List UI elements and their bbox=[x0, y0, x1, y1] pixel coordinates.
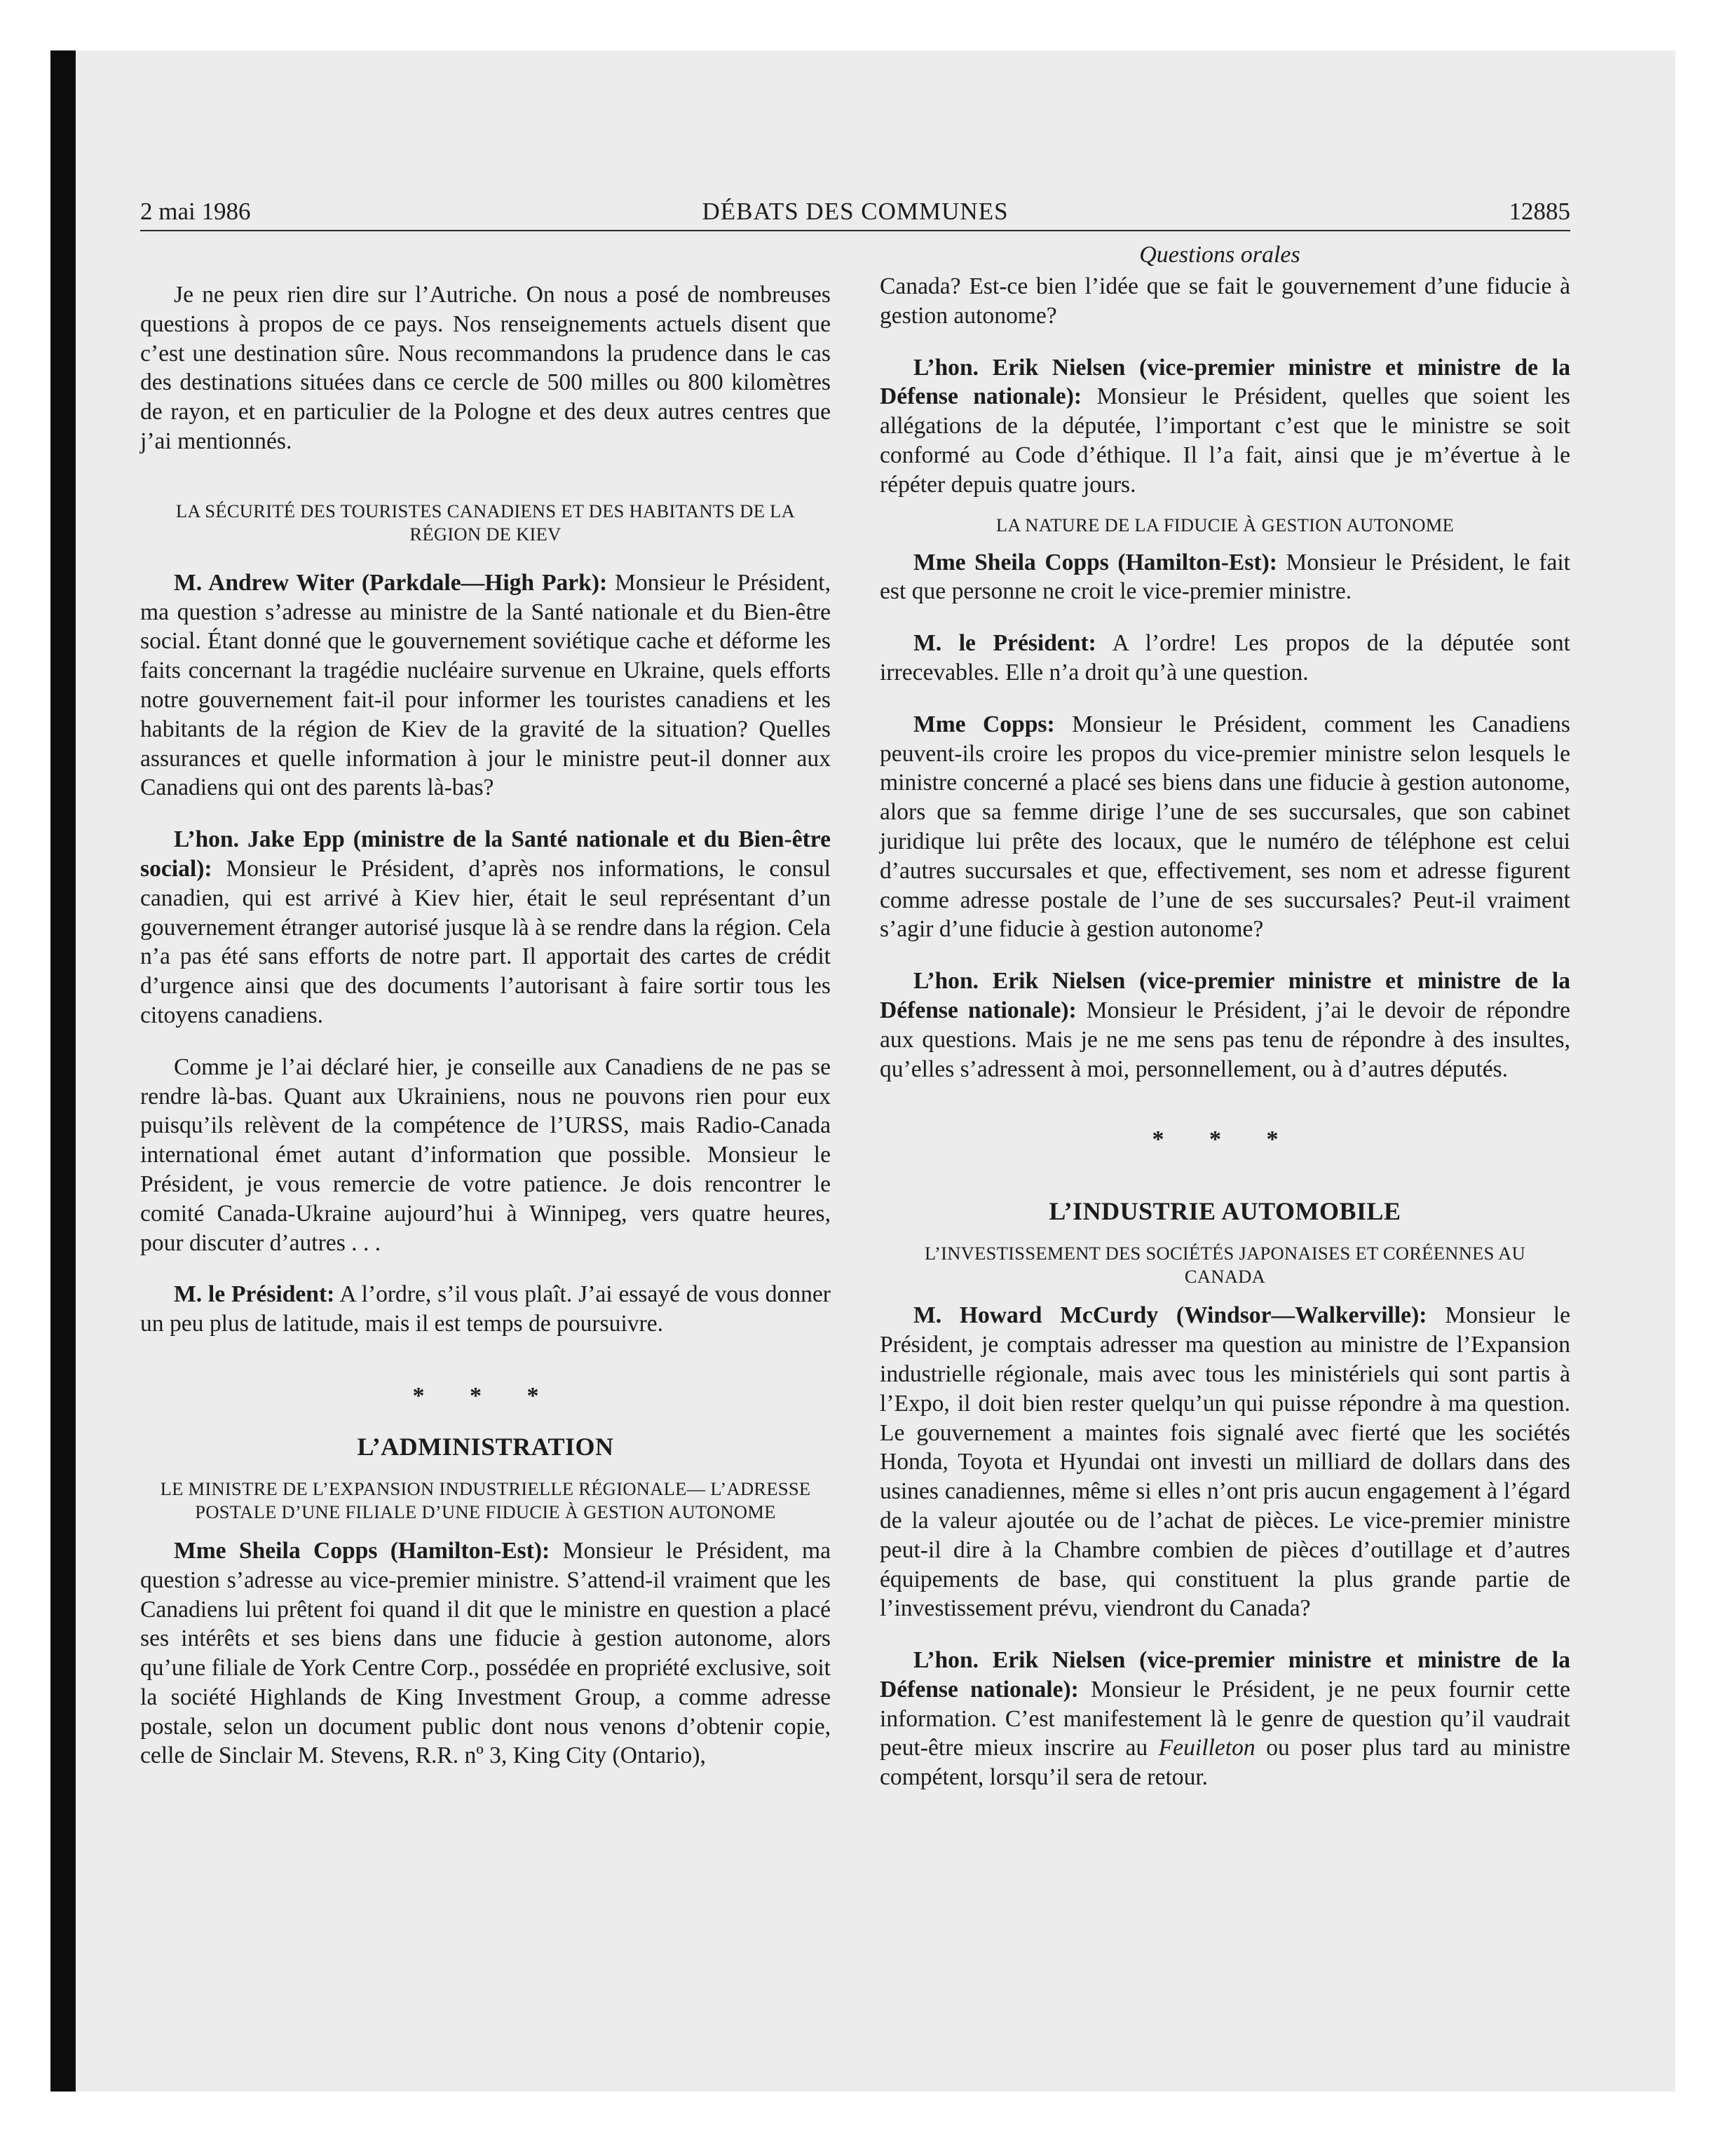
paragraph bbox=[880, 1301, 1570, 1623]
speech-text: A l’ordre, s’il vous plaît. J’ai essayé de vous donner un peu plus de latitude, mais il est temps de poursuivre. bbox=[140, 1281, 831, 1337]
section-label: Questions orales bbox=[1139, 242, 1300, 268]
page-number: 12885 bbox=[1509, 198, 1570, 225]
subheading: LA SÉCURITÉ DES TOURISTES CANADIENS ET DES HABITANTS DE LA RÉGION DE KIEV bbox=[175, 500, 796, 545]
paragraph bbox=[140, 825, 831, 1030]
header-date: 2 mai 1986 bbox=[140, 198, 251, 225]
paragraph bbox=[880, 548, 1570, 607]
speech-text: Monsieur le Président, comment les Canadiens peuvent-ils croire les propos du vice-premier ministre selon lesquels le ministre concerné a placé ses biens dans une fiducie à gestion autonome, alors que sa femme dirige l’une de ses succursales, que son cabinet juridique lui prête des locaux, que le numéro de téléphone est celui d’autres succursales et que, effectivement, ses nom et adresse figurent comme adresse postale de l’une de ses succursales? Peut-il vraiment s’agir d’une fiducie à gestion autonome? bbox=[880, 711, 1570, 943]
paragraph: Je ne peux rien dire sur l’Autriche. On nous a posé de nombreuses questions à propos de ce pays. Nos renseignements actuels disent que c’est une destination sûre. Nous recommandons la prudence dans le cas des destinations situées dans ce cercle de 500 milles ou 800 kilomètres de rayon, et en particulier de la Pologne et des deux autres centres que j’ai mentionnés. bbox=[140, 282, 831, 454]
speech-text: A l’ordre! Les propos de la députée sont irrecevables. Elle n’a droit qu’à une question. bbox=[880, 630, 1570, 685]
paragraph: Canada? Est-ce bien l’idée que se fait le gouvernement d’une fiducie à gestion autonome? bbox=[880, 273, 1570, 329]
hansard-page bbox=[140, 196, 1571, 1791]
speaker-name: M. Howard McCurdy (Windsor—Walkerville): bbox=[913, 1302, 1427, 1329]
speech-text: Monsieur le Président, d’après nos informations, le consul canadien, qui est arrivé à Kiev hier, était le seul représentant d’un gouvernement étranger autorisé jusque là à se rendre dans la région. Cela n’a pas été sans efforts de notre part. Il apportait des cartes de crédit d’urgence ainsi que des documents l’autorisant à faire sortir tous les citoyens canadiens. bbox=[140, 855, 831, 1028]
paragraph bbox=[140, 568, 831, 803]
speech-text: ou poser plus tard au ministre compétent, lorsqu’il sera de retour. bbox=[880, 1735, 1570, 1791]
paragraph bbox=[880, 629, 1570, 688]
speaker-name: L’hon. Jake Epp (ministre de la Santé nationale et du Bien-être social): bbox=[140, 826, 831, 882]
speaker-name: Mme Sheila Copps (Hamilton-Est): bbox=[174, 1537, 550, 1564]
italic-text: Feuilleton bbox=[1158, 1735, 1256, 1761]
speech-text: Monsieur le Président, quelles que soient les allégations de la députée, l’important c’est que le ministre se soit conformé au Code d’éthique. Il l’a fait, ainsi que je m’évertue à le répéter depuis quatre jours. bbox=[880, 383, 1570, 498]
section-separator: * * * bbox=[412, 1382, 559, 1409]
speech-text: Monsieur le Président, je ne peux fournir cette information. C’est manifestement là le genre de question qu’il vaudrait peut-être mieux inscrire au bbox=[880, 1676, 1570, 1761]
speaker-name: L’hon. Erik Nielsen (vice-premier ministre et ministre de la Défense nationale): bbox=[880, 354, 1570, 410]
speaker-name: Mme Sheila Copps (Hamilton-Est): bbox=[913, 549, 1277, 575]
paragraph bbox=[140, 1536, 831, 1770]
paragraph bbox=[880, 1646, 1570, 1792]
left-column bbox=[140, 280, 831, 1770]
section-heading: L’INDUSTRIE AUTOMOBILE bbox=[1049, 1197, 1401, 1226]
subheading: LE MINISTRE DE L’EXPANSION INDUSTRIELLE RÉGIONALE— L’ADRESSE POSTALE D’UNE FILIALE D’UNE FIDUCIE À GESTION AUTONOME bbox=[160, 1478, 811, 1522]
speaker-name: L’hon. Erik Nielsen (vice-premier ministre et ministre de la Défense nationale): bbox=[880, 1647, 1570, 1703]
speech-text: Monsieur le Président, j’ai le devoir de répondre aux questions. Mais je ne me sens pas tenu de répondre à des insultes, qu’elles s’adressent à moi, personnellement, ou à d’autres députés. bbox=[880, 997, 1570, 1082]
speaker-name: M. le Président: bbox=[913, 630, 1096, 657]
speaker-name: M. Andrew Witer (Parkdale—High Park): bbox=[174, 569, 608, 596]
speech-text: Monsieur le Président, je comptais adresser ma question au ministre de l’Expansion industrielle régionale, mais avec tous les ministériels qui sont partis à l’Expo, il doit bien rester quelqu’un qui puisse répondre à ma question. Le gouvernement a maintes fois signalé avec fierté que les sociétés Honda, Toyota et Hyundai ont investi un milliard de dollars dans des usines canadiennes, même si elles n’ont pris aucun engagement à l’égard de la valeur ajoutée ou de l’achat de pièces. Le vice-premier ministre peut-il dire à la Chambre combien de pièces d’outillage et d’autres équipements de base, qui constituent la plus grande partie de l’investissement prévu, viendront du Canada? bbox=[880, 1302, 1570, 1622]
speech-text: Monsieur le Président, le fait est que personne ne croit le vice-premier ministre. bbox=[880, 549, 1571, 605]
running-header bbox=[140, 196, 1570, 231]
speaker-name: Mme Copps: bbox=[913, 711, 1055, 737]
speech-text: Monsieur le Président, ma question s’adresse au vice-premier ministre. S’attend-il vraiment que les Canadiens lui prêtent foi quand il dit que le ministre en question a placé ses intérêts et ses biens dans une fiducie à gestion autonome, alors qu’une filiale de York Centre Corp., possédée en propriété exclusive, soit la société Highlands de King Investment Group, a comme adresse postale, selon un document public dont nous venons d’obtenir copie, celle de Sinclair M. Stevens, R.R. nº 3, King City (Ontario), bbox=[140, 1537, 831, 1769]
subheading: L’INVESTISSEMENT DES SOCIÉTÉS JAPONAISES ET CORÉENNES AU CANADA bbox=[924, 1243, 1526, 1288]
paragraph bbox=[140, 1280, 831, 1339]
paragraph bbox=[880, 353, 1570, 500]
section-heading: L’ADMINISTRATION bbox=[357, 1432, 614, 1461]
binding-edge bbox=[50, 50, 76, 2092]
header-title: DÉBATS DES COMMUNES bbox=[702, 198, 1009, 225]
paragraph: Comme je l’ai déclaré hier, je conseille aux Canadiens de ne pas se rendre là-bas. Quant aux Ukrainiens, nous ne pouvons rien pour eux puisqu’ils relèvent de la compétence de l’URSS, mais Radio-Canada international émet autant d’information que possible. Monsieur le Président, je vous remercie de votre patience. Je dois rencontrer le comité Canada-Ukraine aujourd’hui à Winnipeg, vers quatre heures, pour discuter d’autres . . . bbox=[140, 1053, 831, 1256]
right-column bbox=[880, 272, 1570, 1792]
paragraph bbox=[880, 710, 1570, 944]
section-separator: * * * bbox=[1152, 1126, 1298, 1153]
speaker-name: M. le Président: bbox=[174, 1281, 335, 1308]
speaker-name: L’hon. Erik Nielsen (vice-premier ministre et ministre de la Défense nationale): bbox=[880, 968, 1570, 1023]
subheading: LA NATURE DE LA FIDUCIE À GESTION AUTONOME bbox=[995, 514, 1455, 535]
paragraph bbox=[880, 967, 1570, 1084]
speech-text: Monsieur le Président, ma question s’adresse au ministre de la Santé nationale et du Bien-être social. Étant donné que le gouvernement soviétique cache et déforme les faits concernant la tragédie nucléaire survenue en Ukraine, quels efforts notre gouvernement fait-il pour informer les touristes canadiens et les habitants de la région de Kiev de la gravité de la situation? Quelles assurances et quelle information à jour le ministre peut-il donner aux Canadiens qui ont des parents là-bas? bbox=[140, 569, 831, 801]
